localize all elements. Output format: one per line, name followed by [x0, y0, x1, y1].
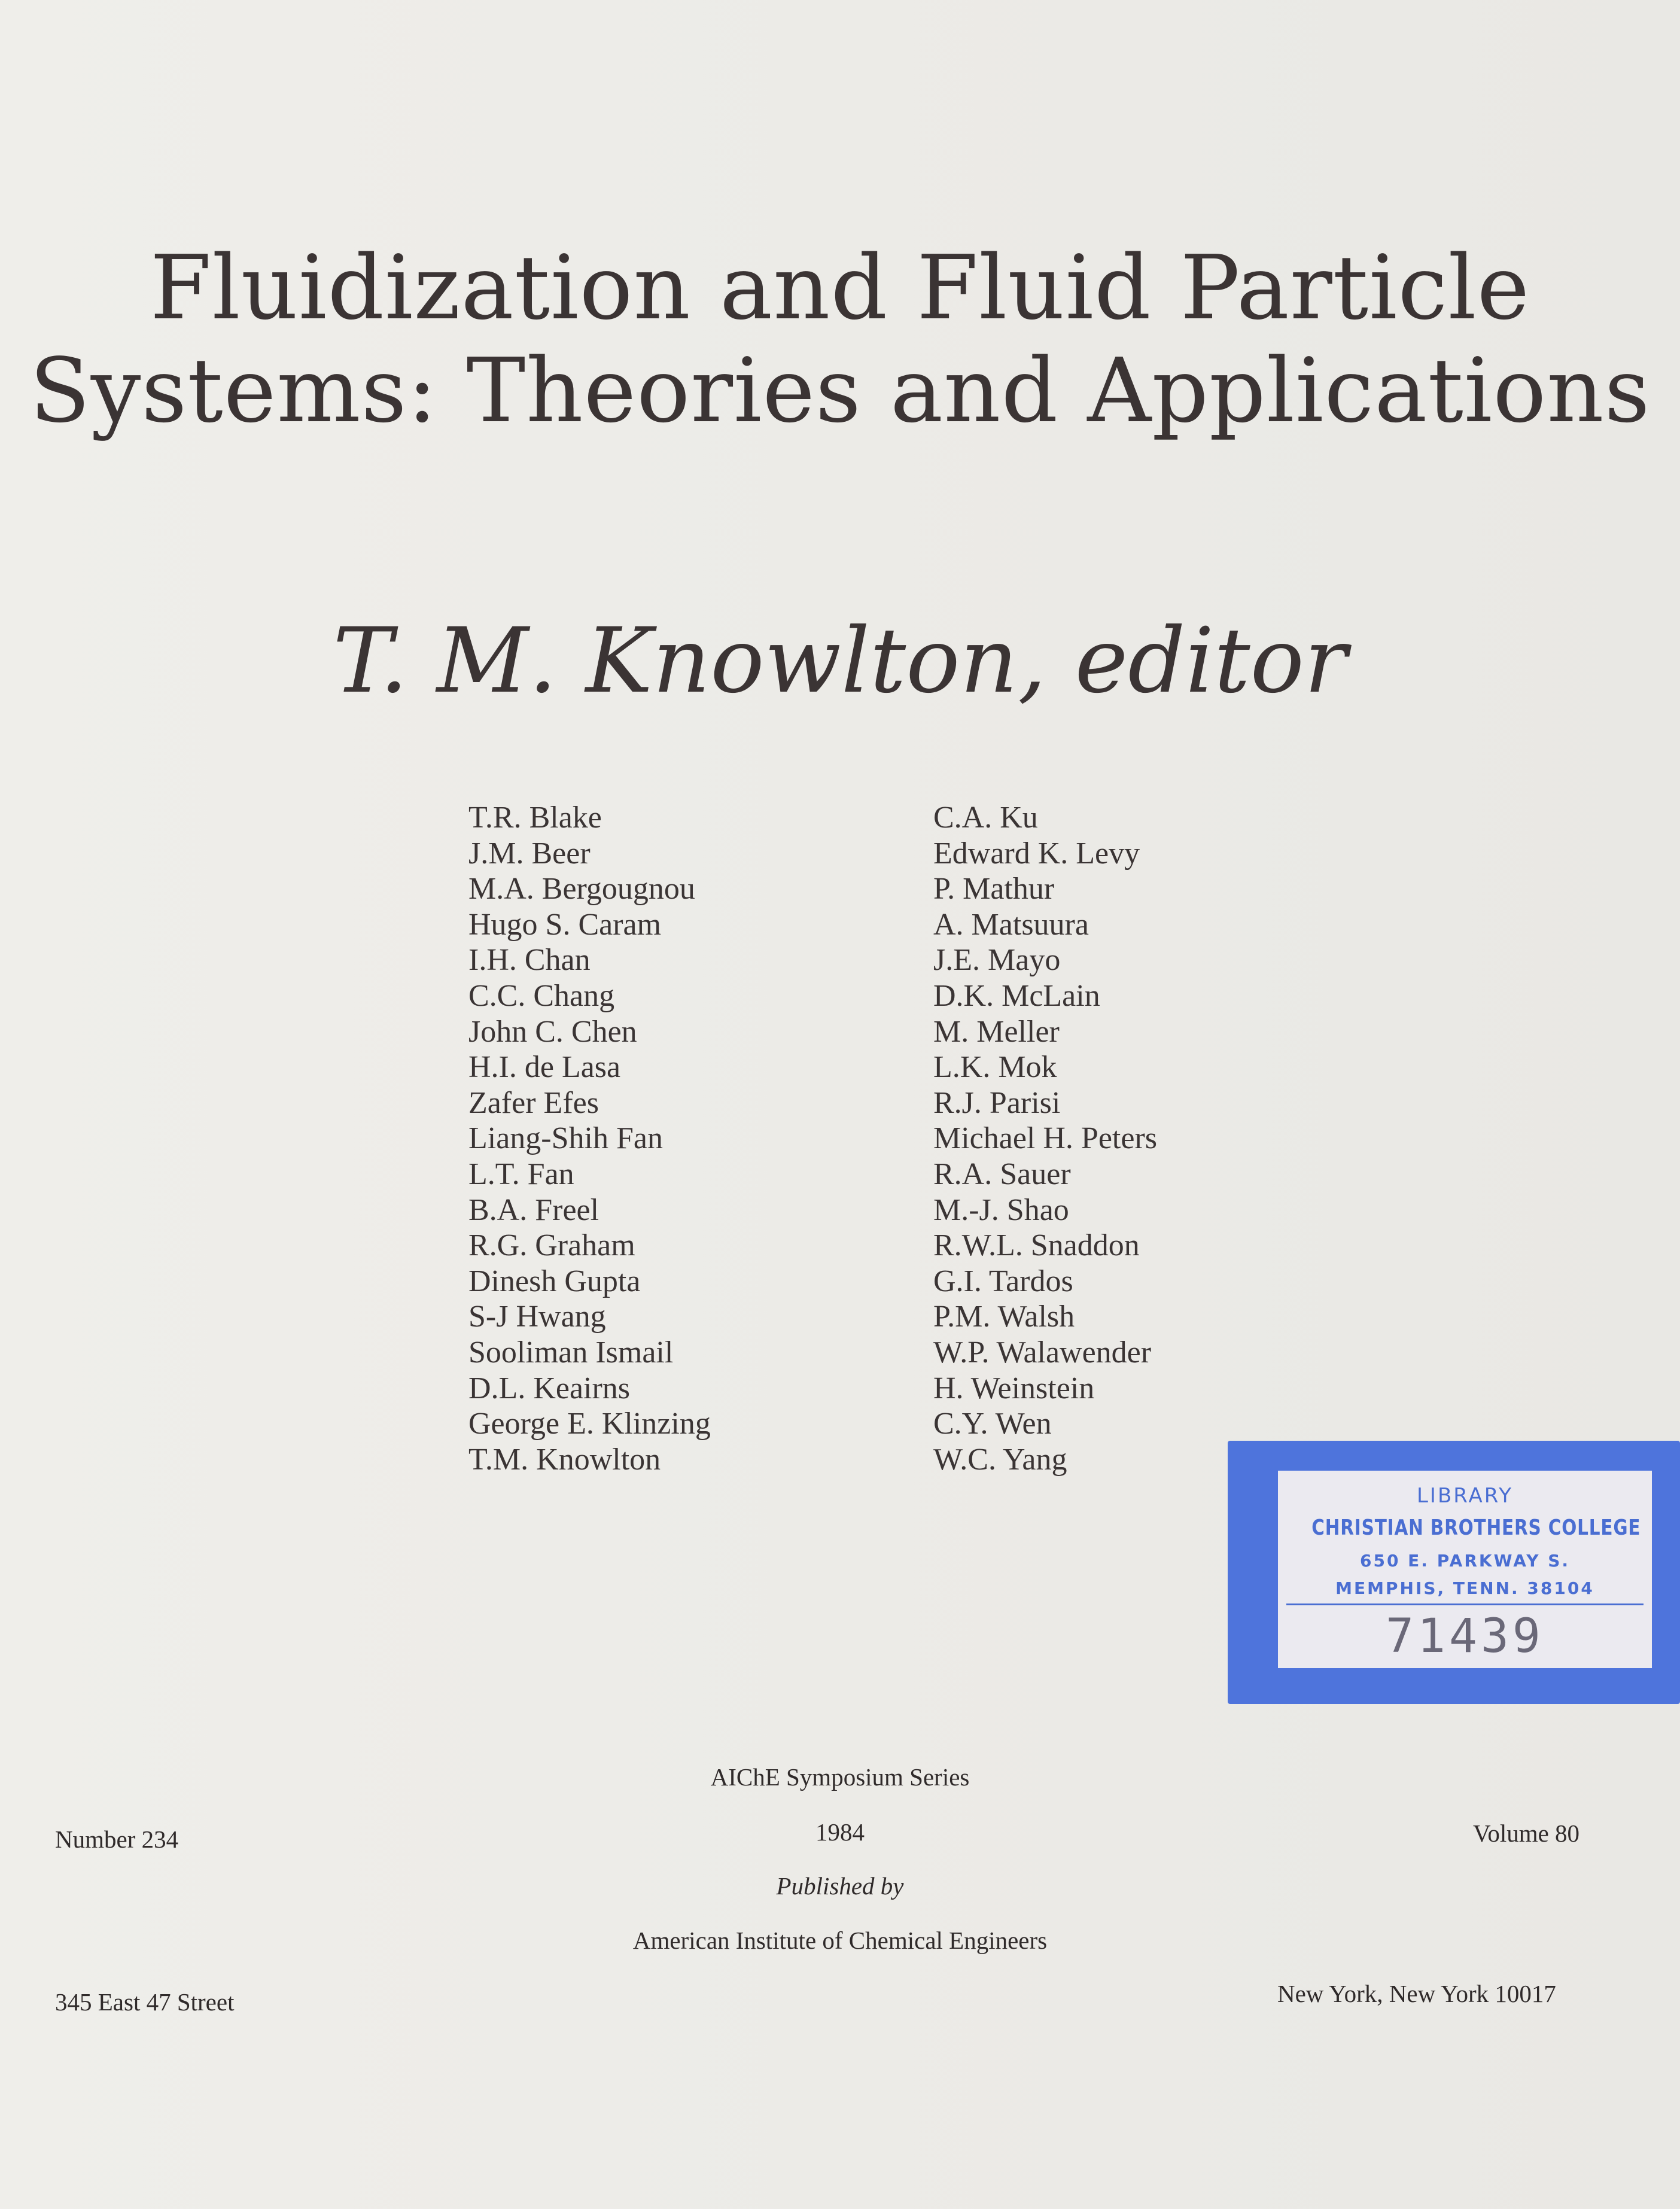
contributor-name: Dinesh Gupta [468, 1264, 641, 1298]
stamp-street-address: 650 E. PARKWAY S. [1359, 1551, 1571, 1571]
contributor-name: I.H. Chan [468, 943, 591, 978]
contributor-name: J.M. Beer [468, 836, 591, 871]
contributor-name: Michael H. Peters [933, 1121, 1158, 1156]
contributor-name: L.K. Mok [933, 1050, 1057, 1085]
contributor-name: W.P. Walawender [933, 1335, 1152, 1370]
contributor-name: W.C. Yang [933, 1442, 1067, 1477]
contributor-name: Zafer Efes [468, 1085, 599, 1120]
library-stamp [1228, 1441, 1680, 1704]
book-title [0, 236, 1680, 442]
stamp-city-address: MEMPHIS, TENN. 38104 [1335, 1578, 1594, 1598]
contributor-name: A. Matsuura [933, 907, 1089, 942]
contributor-name: G.I. Tardos [933, 1264, 1073, 1298]
publisher-city: New York, New York 10017 [1277, 1980, 1556, 2007]
contributor-name: C.A. Ku [933, 801, 1038, 835]
contributor-name: S-J Hwang [468, 1300, 606, 1334]
contributor-name: R.A. Sauer [933, 1157, 1071, 1191]
stamp-library-text: LIBRARY [1416, 1484, 1514, 1508]
contributor-name: T.M. Knowlton [468, 1442, 661, 1477]
stamp-divider [1286, 1603, 1644, 1605]
contributor-name: Sooliman Ismail [468, 1335, 674, 1370]
contributors-right-column [933, 800, 1157, 1477]
contributor-name: B.A. Freel [468, 1192, 599, 1227]
contributor-name: H.I. de Lasa [468, 1050, 621, 1085]
contributor-name: D.K. McLain [933, 978, 1100, 1013]
contributor-name: C.Y. Wen [933, 1407, 1052, 1441]
contributor-name: P.M. Walsh [933, 1300, 1075, 1334]
stamp-accession-number: 71439 [1386, 1609, 1544, 1663]
contributor-name: L.T. Fan [468, 1157, 574, 1191]
contributor-name: John C. Chen [468, 1014, 637, 1049]
contributor-name: M. Meller [933, 1014, 1060, 1049]
contributor-name: H. Weinstein [933, 1371, 1095, 1405]
publisher-street: 345 East 47 Street [55, 1988, 235, 2016]
contributor-name: P. Mathur [933, 872, 1055, 906]
publication-year: 1984 [815, 1818, 865, 1846]
stamp-college-name: CHRISTIAN BROTHERS COLLEGE [1311, 1516, 1641, 1540]
contributor-name: R.G. Graham [468, 1228, 635, 1263]
contributor-name: R.J. Parisi [933, 1085, 1061, 1120]
contributor-name: J.E. Mayo [933, 943, 1061, 978]
library-stamp-label [1278, 1471, 1652, 1668]
published-by-label: Published by [776, 1872, 904, 1900]
series-name: AIChE Symposium Series [710, 1763, 970, 1791]
volume-number: Volume 80 [1473, 1819, 1580, 1847]
contributor-name: Edward K. Levy [933, 836, 1140, 871]
contributor-name: Liang-Shih Fan [468, 1121, 663, 1156]
contributor-name: R.W.L. Snaddon [933, 1228, 1140, 1263]
book-title-line-2: Systems: Theories and Applications [29, 339, 1651, 442]
contributor-name: M.A. Bergougnou [468, 872, 695, 906]
book-title-line-1: Fluidization and Fluid Particle [150, 236, 1530, 339]
contributor-name: Hugo S. Caram [468, 907, 662, 942]
contributor-name: George E. Klinzing [468, 1407, 711, 1441]
publisher-name: American Institute of Chemical Engineers [632, 1927, 1048, 1954]
contributors-left-column [468, 800, 711, 1477]
contributor-name: M.-J. Shao [933, 1192, 1069, 1227]
series-number: Number 234 [55, 1825, 179, 1853]
editor-credit: T. M. Knowlton, editor [333, 609, 1347, 713]
contributor-name: C.C. Chang [468, 978, 615, 1013]
contributor-name: D.L. Keairns [468, 1371, 631, 1405]
contributor-name: T.R. Blake [468, 801, 602, 835]
